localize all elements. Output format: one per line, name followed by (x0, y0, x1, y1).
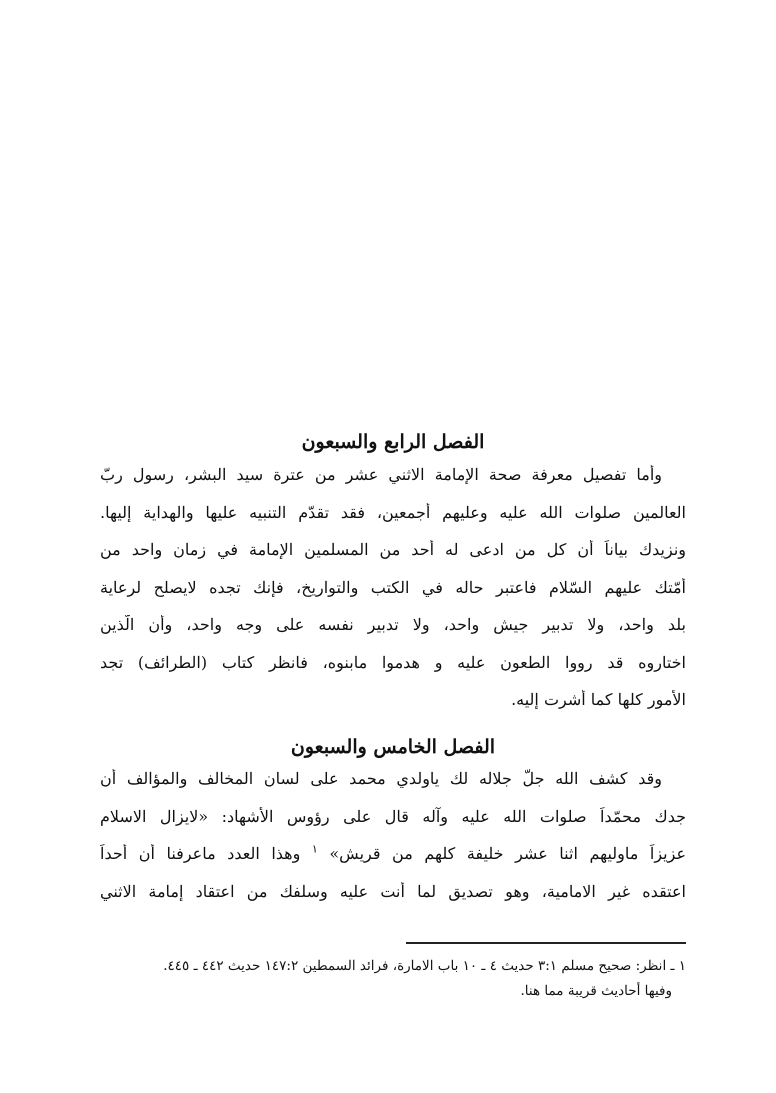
footnote-separator (406, 942, 686, 944)
chapter-75-body (100, 769, 686, 919)
body-line: وقد كشف الله جلّ جلاله لك ياولدي محمد على لسان المخالف والمؤالف أن (100, 769, 662, 788)
body-text: وهذا العدد ماعرفنا أن أحداً (100, 844, 301, 863)
body-text: عزيزاً ماوليهم اثنا عشر خليفة كلهم من قريش» (329, 844, 686, 863)
footnote-1: ١ ـ انظر: صحيح مسلم ٣:١ حديث ٤ ـ ١٠ باب الامارة، فرائد السمطين ١٤٧:٢ حديث ٤٤٢ ـ ٤٤٥. (163, 958, 686, 974)
body-line: جدك محمّداً صلوات الله عليه وآله قال على رؤوس الأشهاد: «لايزال الاسلام (100, 806, 686, 826)
chapter-title-75: الفصل الخامس والسبعون (290, 736, 496, 758)
footnote-1-continuation: وفيها أحاديث قريبة مما هنا. (520, 983, 672, 999)
body-line: أمّتك عليهم السّلام فاعتبر حاله في الكتب والتواريخ، فإنك تجده لايصلح لرعاية (100, 577, 686, 597)
body-line: الأمور كلها كما أشرت إليه. (511, 690, 686, 709)
footnote-ref[interactable]: ١ (311, 844, 318, 856)
body-line: ونزيدك بياناً أن كل من ادعى له أحد من المسلمين الإمامة في زمان واحد من (100, 540, 686, 559)
chapter-74-body (100, 465, 686, 728)
chapter-title-74: الفصل الرابع والسبعون (301, 431, 485, 453)
body-line: اختاروه قد رووا الطعون عليه و هدموا مابنوه، فانظر كتاب (الطرائف) تجد (100, 652, 686, 672)
body-line: وأما تفصيل معرفة صحة الإمامة الاثني عشر من عترة سيد البشر، رسول ربّ (100, 465, 662, 484)
body-line: بلد واحد، ولا تدبير جيش واحد، ولا تدبير نفسه على وجه واحد، وأن الّذين (100, 615, 686, 634)
body-line: اعتقده غير الامامية، وهو تصديق لما أنت عليه وسلفك من اعتقاد إمامة الاثني (100, 881, 686, 901)
body-line-with-footnote (100, 844, 686, 882)
footnotes (100, 954, 686, 1004)
body-line: العالمين صلوات الله عليه وعليهم أجمعين، فقد تقدّم التنبيه عليها والهداية إليها. (100, 502, 686, 522)
